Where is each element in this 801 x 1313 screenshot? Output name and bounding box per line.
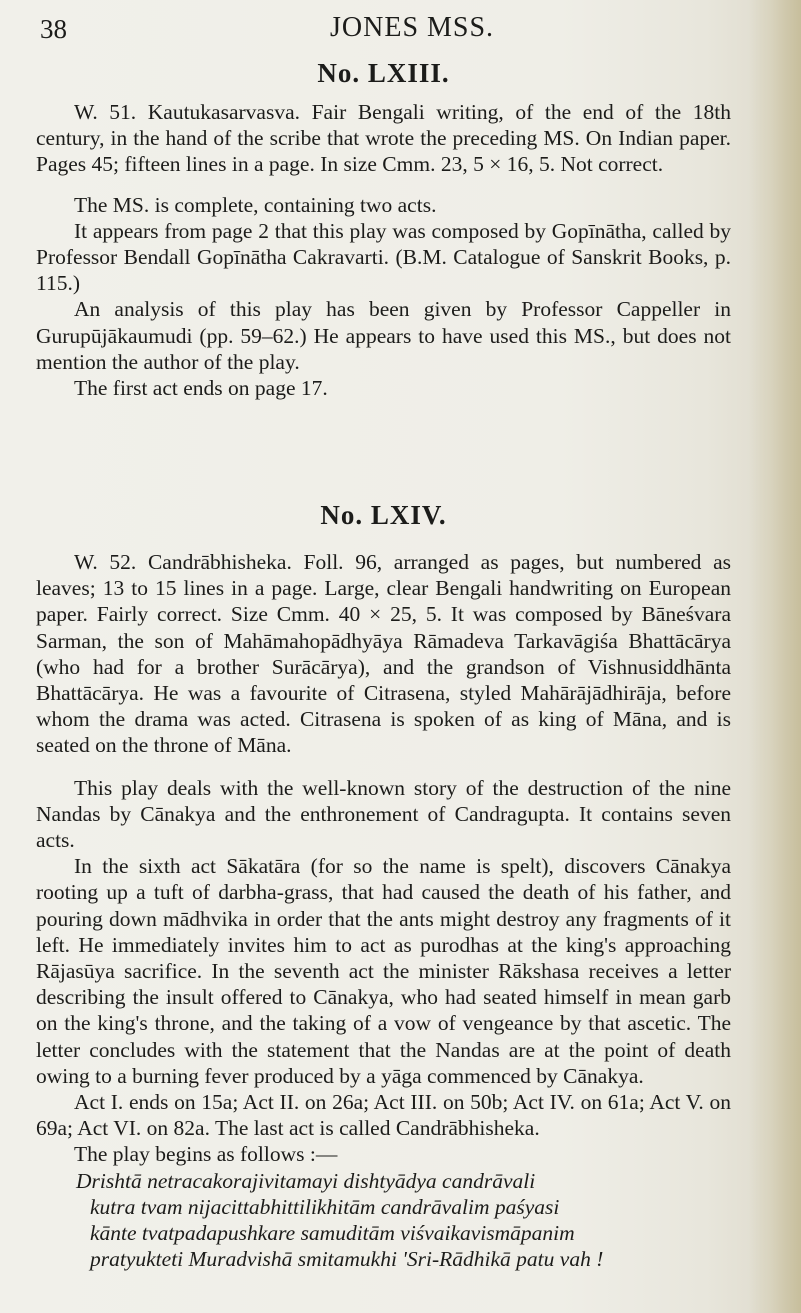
entry-lxiv [36, 500, 731, 1272]
page-header [0, 6, 801, 52]
entry-heading: No. LXIII. [317, 58, 450, 88]
opening-verse [36, 1168, 731, 1273]
verse-line: kutra tvam nijacittabhittilikhitām candrāvalim paśyasi [90, 1194, 560, 1219]
entry-paragraph: W. 51. Kautukasarvasva. Fair Bengali writing, of the end of the 18th century, in the hand of the scribe that wrote the preceding MS. On Indian paper. Pages 45; fifteen lines in a page. In size Cmm. 23, 5 × 16, 5. Not correct. [36, 100, 731, 177]
verse-line: Drishtā netracakorajivitamayi dishtyādya candrāvali [76, 1168, 536, 1193]
page-edge-shadow [749, 0, 801, 1313]
entry-paragraph: W. 52. Candrābhisheka. Foll. 96, arranged as pages, but numbered as leaves; 13 to 15 lines in a page. Large, clear Bengali handwriting on European paper. Fairly correct. Size Cmm. 40 × 25, 5. It was composed by Bāneśvara Sarman, the son of Mahāmahopādhyāya Rāmadeva Tarkavāgiśa Bhattācārya (who had for a brother Surācārya), and the grandson of Vishnusiddhānta Bhattācārya. He was a favourite of Citrasena, styled Mahārājādhirāja, before whom the drama was acted. Citrasena is spoken of as king of Māna, and is seated on the throne of Māna. [36, 550, 731, 758]
entry-paragraph: It appears from page 2 that this play was composed by Gopīnātha, called by Professor Bendall Gopīnātha Cakravarti. (B.M. Catalogue of Sanskrit Books, p. 115.) [36, 218, 731, 296]
entry-heading: No. LXIV. [320, 500, 447, 530]
entry-paragraph: This play deals with the well-known story of the destruction of the nine Nandas by Cānakya and the enthronement of Candragupta. It contains seven acts. [36, 775, 731, 853]
running-title: JONES MSS. [330, 12, 495, 43]
entry-paragraph: The MS. is complete, containing two acts. [74, 192, 437, 217]
verse-line: pratyukteti Muradvishā smitamukhi 'Sri-Rādhikā patu vah ! [90, 1247, 604, 1272]
entry-paragraph: In the sixth act Sākatāra (for so the name is spelt), discovers Cānakya rooting up a tuft of darbha-grass, that had caused the death of his father, and pouring down mādhvika in order that the ants might destroy any fragments of it left. He immediately invites him to act as purodhas at the king's approaching Rājasūya sacrifice. In the seventh act the minister Rākshasa receives a letter describing the insult offered to Cānakya, who had seated himself in mean garb on the king's throne, and the taking of a vow of vengeance by that ascetic. The letter concludes with the statement that the Nandas are at the point of death owing to a burning fever produced by a yāga commenced by Cānakya. [36, 854, 731, 1088]
entry-paragraph: Act I. ends on 15a; Act II. on 26a; Act III. on 50b; Act IV. on 61a; Act V. on 69a; Act VI. on 82a. The last act is called Candrābhisheka. [36, 1090, 731, 1141]
entry-paragraph: An analysis of this play has been given by Professor Cappeller in Gurupūjākaumudi (pp. 59–62.) He appears to have used this MS., but does not mention the author of the play. [36, 297, 731, 374]
entry-paragraph: The play begins as follows :— [74, 1142, 338, 1167]
verse-line: kānte tvatpadapushkare samuditām viśvaikavismāpanim [90, 1221, 575, 1246]
entry-lxiii [36, 58, 731, 401]
entry-paragraph: The first act ends on page 17. [74, 376, 328, 401]
page-number: 38 [40, 14, 67, 44]
